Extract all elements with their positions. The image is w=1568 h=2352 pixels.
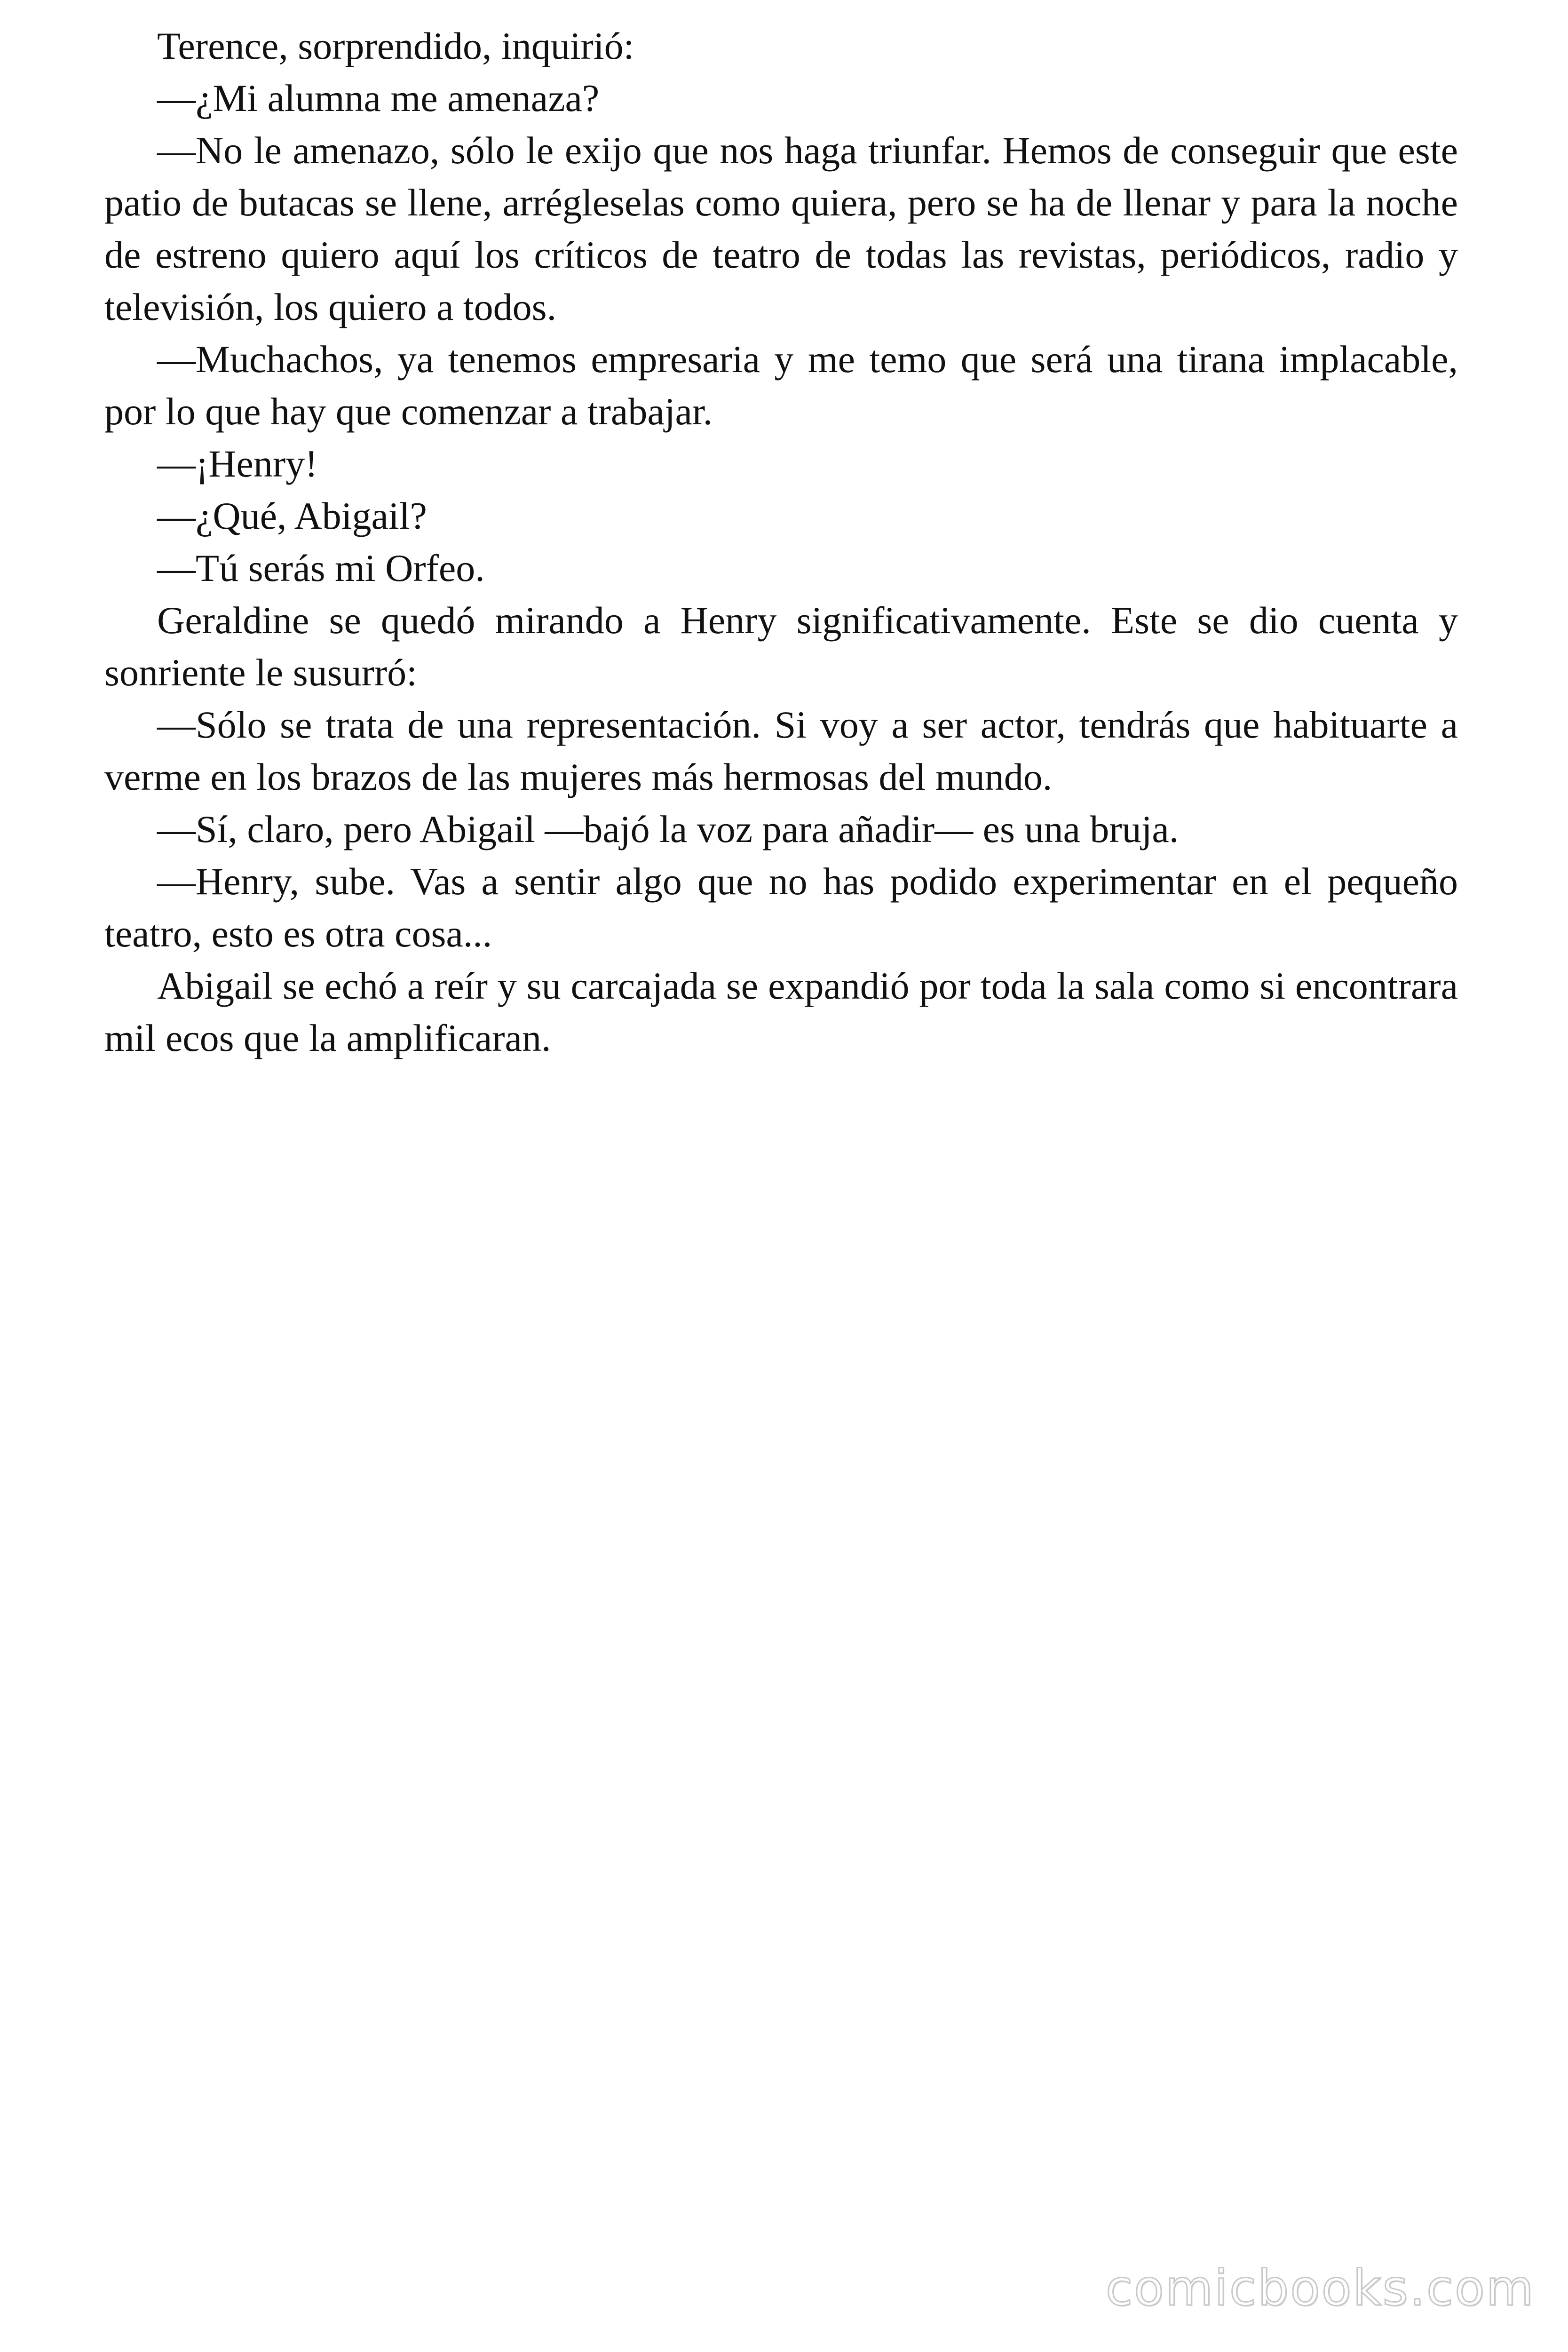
paragraph: —Tú serás mi Orfeo. [157, 547, 485, 589]
paragraph: —Muchachos, ya tenemos empresaria y me temo que será una tirana implacable, por lo que hay que comenzar a trabajar. [104, 338, 1458, 433]
watermark: comicbooks.com [1105, 2259, 1535, 2317]
paragraph: —Henry, sube. Vas a sentir algo que no has podido experimentar en el pequeño teatro, esto es otra cosa... [104, 860, 1458, 955]
paragraph: Geraldine se quedó mirando a Henry significativamente. Este se dio cuenta y sonriente le susurró: [104, 599, 1458, 694]
paragraph: Abigail se echó a reír y su carcajada se expandió por toda la sala como si encontrara mil ecos que la amplificaran. [104, 964, 1458, 1059]
paragraph: —¡Henry! [157, 442, 318, 485]
paragraph: —Sí, claro, pero Abigail —bajó la voz para añadir— es una bruja. [157, 808, 1179, 850]
paragraph: —No le amenazo, sólo le exijo que nos haga triunfar. Hemos de conseguir que este patio de butacas se llene, arrégleselas como quiera, pero se ha de llenar y para la noche de estreno quiero aquí los críticos de teatro de todas las revistas, periódicos, radio y televisión, los quiero a todos. [104, 129, 1458, 328]
paragraph: —¿Qué, Abigail? [157, 494, 427, 537]
paragraph: —¿Mi alumna me amenaza? [157, 77, 600, 119]
page-text [104, 20, 1458, 1064]
paragraph: Terence, sorprendido, inquirió: [157, 24, 634, 67]
paragraph: —Sólo se trata de una representación. Si voy a ser actor, tendrás que habituarte a verme en los brazos de las mujeres más hermosas del mundo. [104, 703, 1458, 798]
